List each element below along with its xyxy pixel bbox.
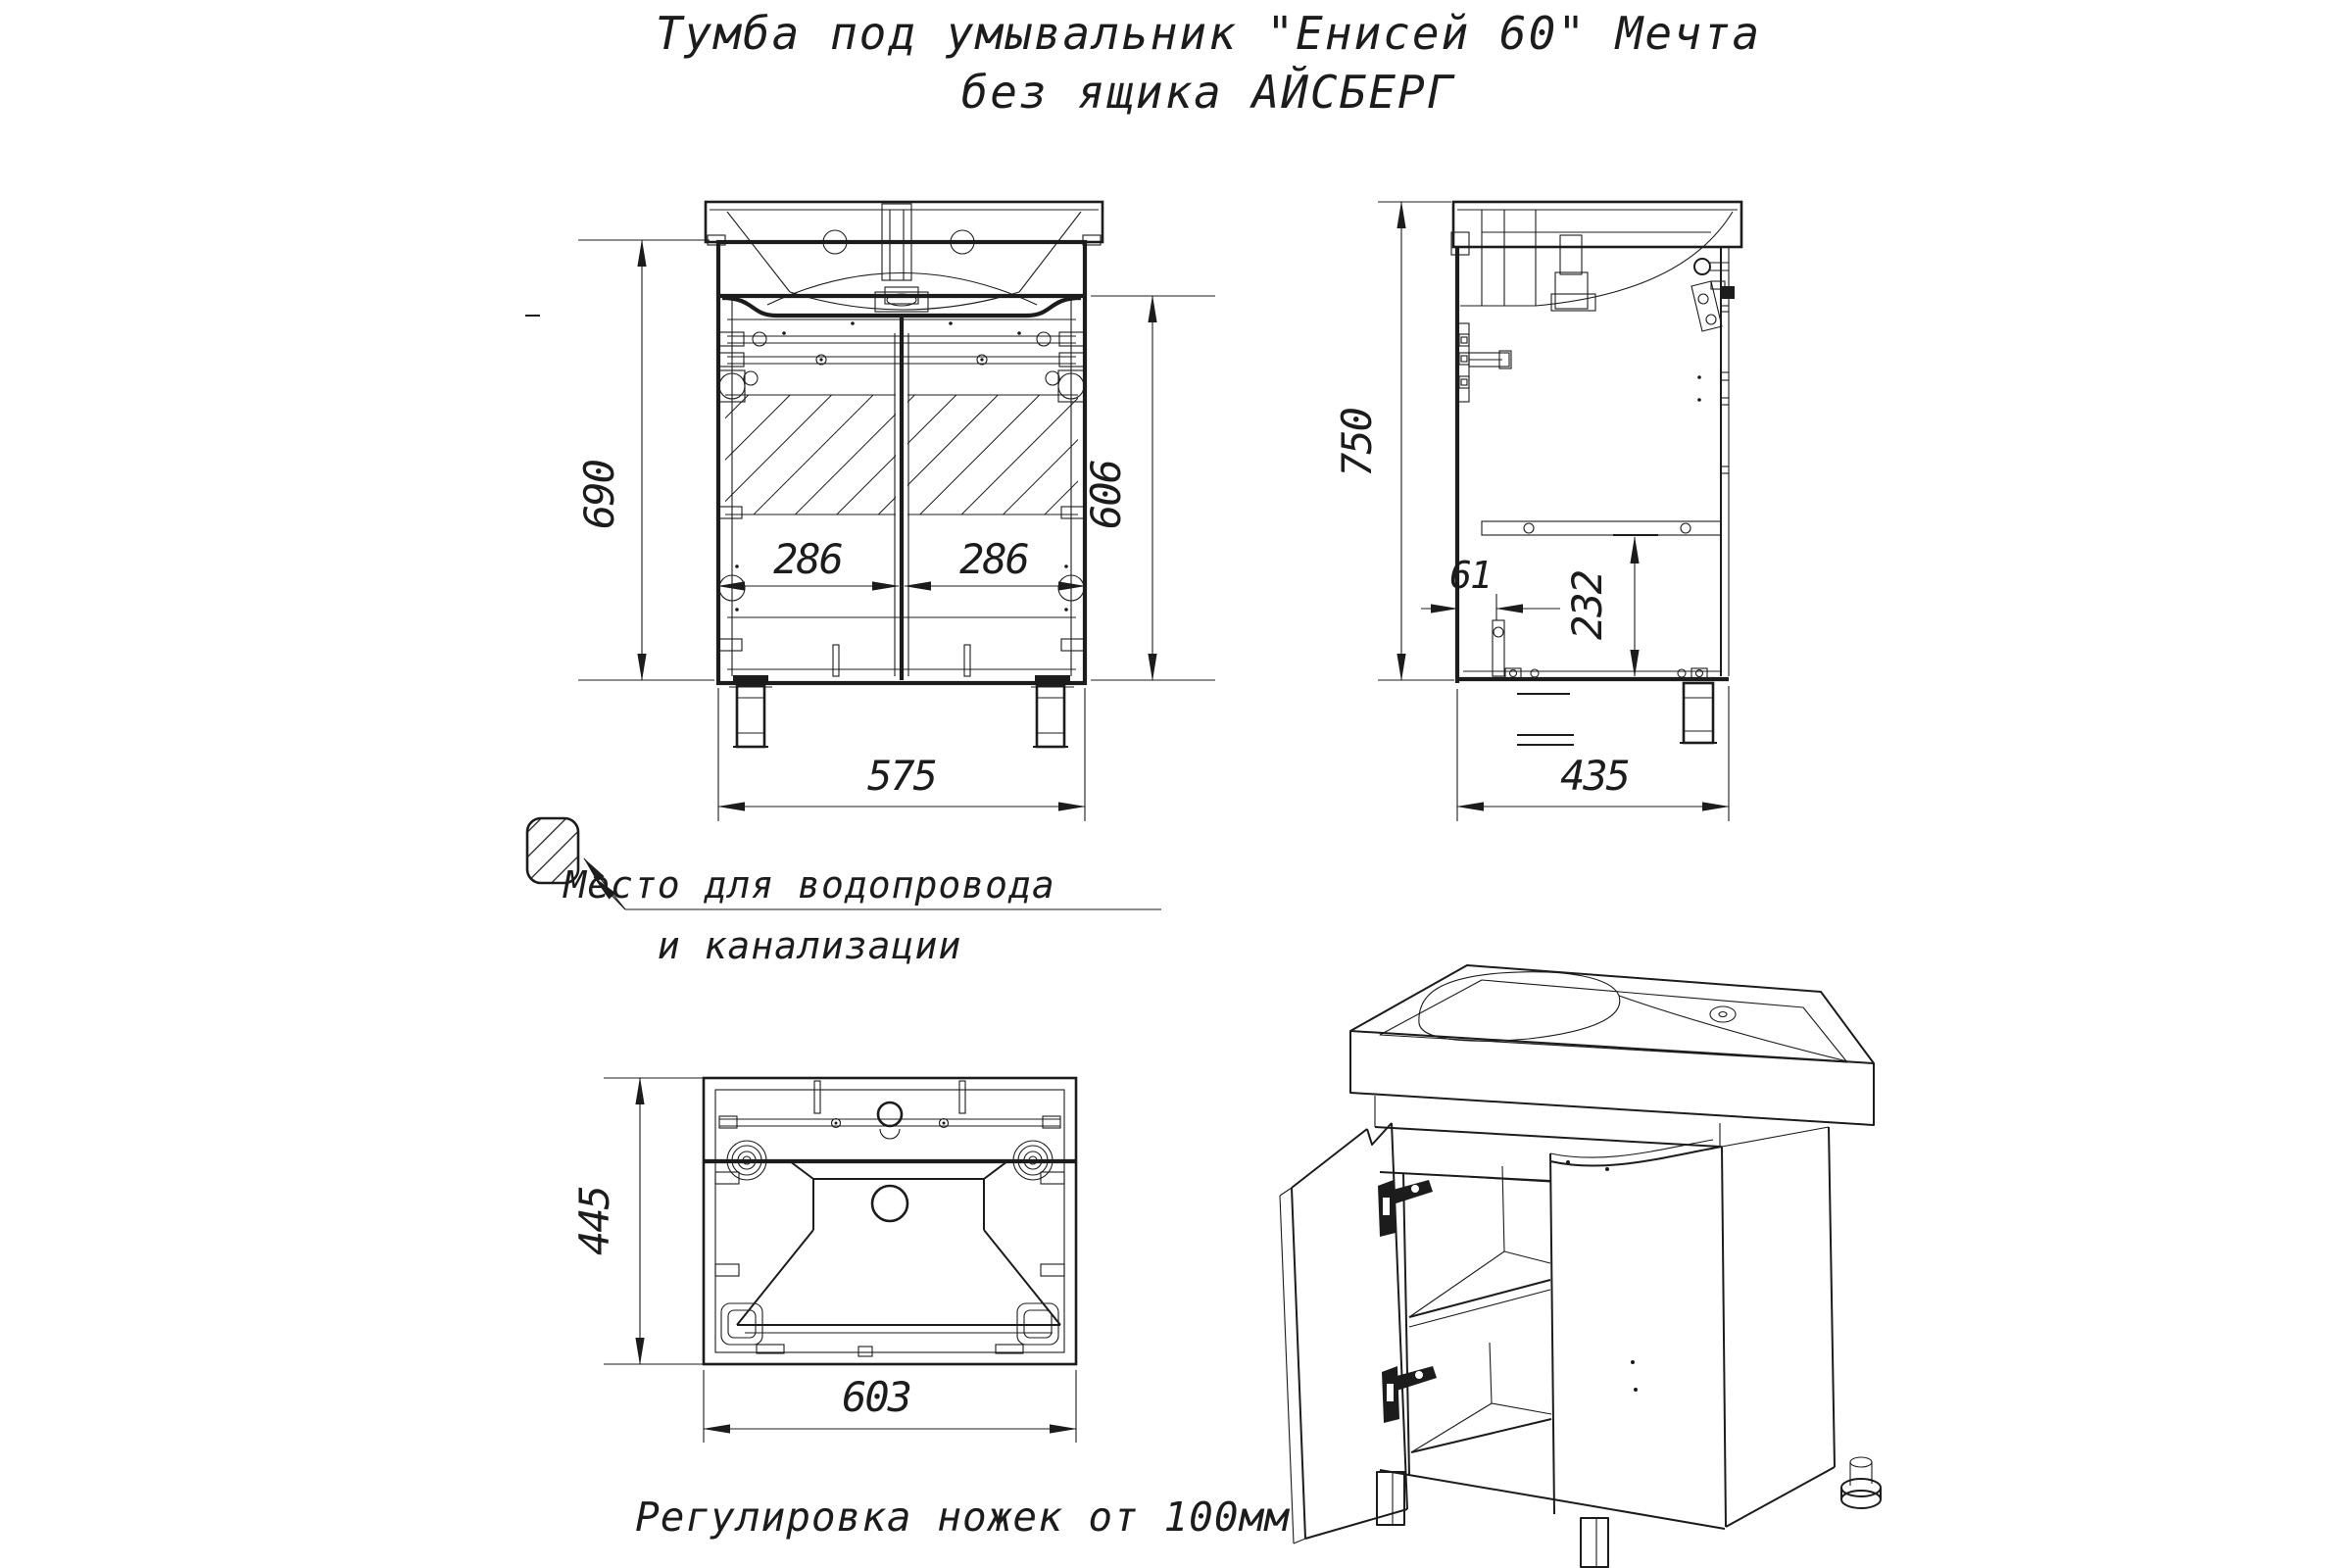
side-dimensions bbox=[1333, 202, 1729, 821]
drain-hole bbox=[872, 1186, 907, 1221]
faucet-hole-3d bbox=[1710, 1006, 1736, 1022]
dim-shelf-height: 232 bbox=[1563, 571, 1611, 640]
dim-width-top: 603 bbox=[842, 1373, 910, 1421]
top-view bbox=[570, 1078, 1076, 1443]
front-cabinet bbox=[718, 242, 1085, 687]
basin-outline bbox=[737, 1161, 1060, 1333]
top-dimensions bbox=[570, 1078, 1076, 1443]
dim-height-overall-side: 750 bbox=[1333, 409, 1381, 477]
legend bbox=[527, 818, 1161, 967]
persp-sink bbox=[1350, 965, 1874, 1125]
drawing-title-line2: без ящика АЙСБЕРГ bbox=[960, 66, 1456, 119]
title-block bbox=[656, 7, 1761, 119]
legs-adjustment-note: Регулировка ножек от 100мм bbox=[635, 1494, 1290, 1541]
front-legs bbox=[733, 686, 1068, 747]
side-cabinet bbox=[1457, 247, 1735, 745]
dim-height-overall-front: 690 bbox=[575, 461, 623, 529]
faucet-hole-top bbox=[878, 1102, 902, 1126]
adjustable-foot bbox=[1841, 1457, 1881, 1508]
door-hinge-bottom bbox=[1382, 1366, 1437, 1423]
dim-depth-top: 445 bbox=[570, 1187, 618, 1255]
dim-depth-side: 435 bbox=[1560, 752, 1629, 800]
dim-height-cabinet: 606 bbox=[1082, 461, 1130, 529]
dim-width-front: 575 bbox=[867, 752, 936, 800]
front-view bbox=[575, 202, 1215, 821]
legend-text-line1: Место для водопровода bbox=[564, 863, 1055, 906]
dim-door-left: 286 bbox=[773, 535, 842, 583]
persp-cabinet bbox=[1375, 1096, 1881, 1529]
persp-open-door bbox=[1280, 1123, 1437, 1544]
dim-door-right: 286 bbox=[959, 535, 1028, 583]
dim-wall-offset: 61 bbox=[1449, 554, 1491, 597]
side-view bbox=[1333, 202, 1741, 821]
persp-legs bbox=[1377, 1472, 1608, 1567]
legend-text-line2: и канализации bbox=[657, 924, 962, 967]
perspective-view bbox=[1280, 965, 1881, 1567]
drawing-title-line1: Тумба под умывальник "Енисей 60" Мечта bbox=[655, 7, 1762, 60]
note-block bbox=[635, 1494, 1290, 1541]
side-sink bbox=[1451, 202, 1741, 311]
